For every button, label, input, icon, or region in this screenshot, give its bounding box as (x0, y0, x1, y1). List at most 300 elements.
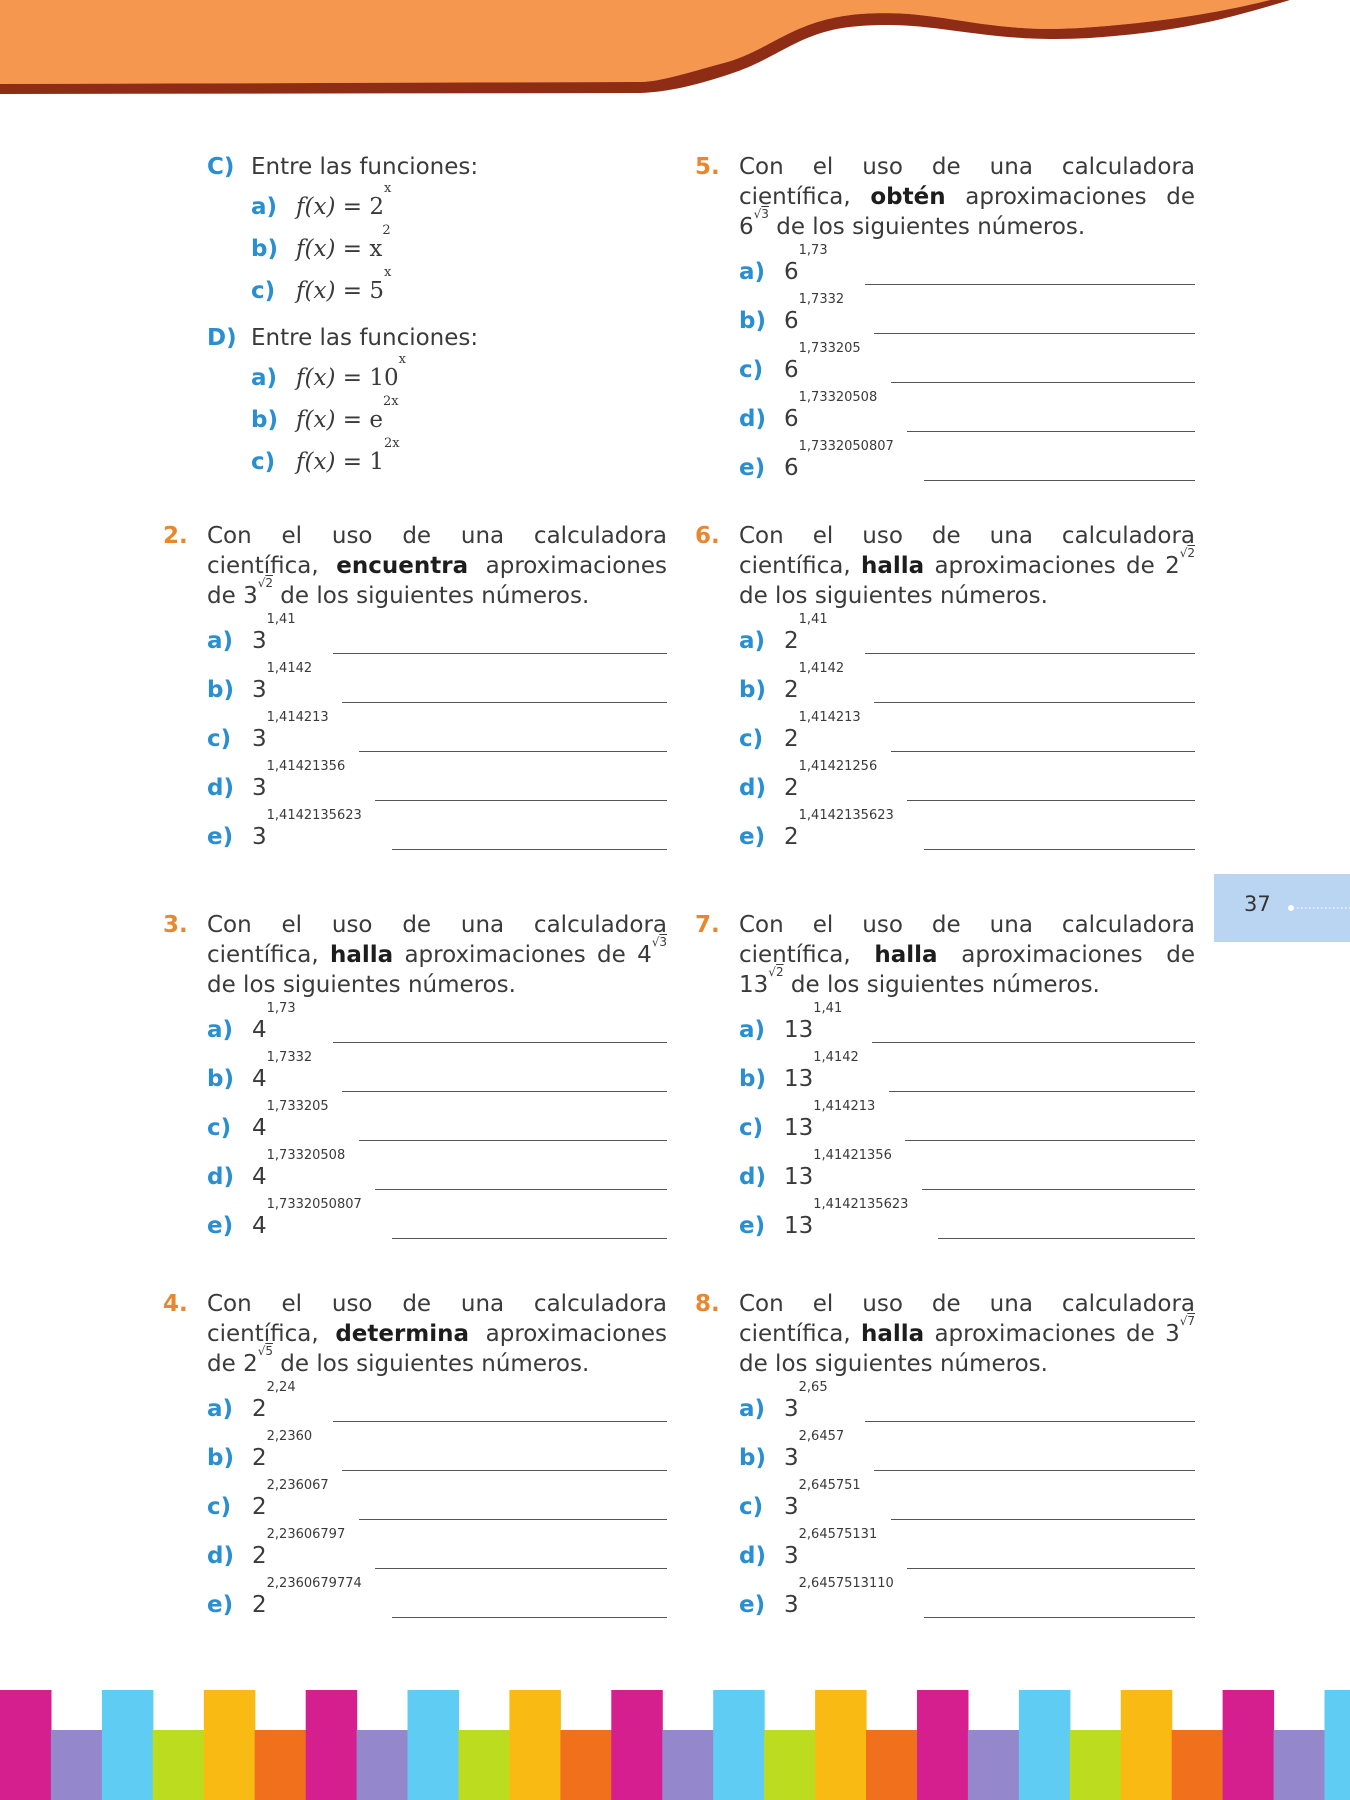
item-label: a) (207, 1396, 234, 1422)
section-c (207, 152, 667, 312)
power-base: 6 (784, 455, 799, 481)
item-label: e) (739, 455, 766, 481)
answer-list (739, 612, 1195, 862)
answer-item (207, 1050, 667, 1104)
answer-item (739, 710, 1195, 764)
radical-exponent (652, 935, 667, 949)
answer-item (207, 1380, 667, 1434)
power-base: 2 (784, 628, 799, 654)
sqrt-icon: √ (768, 965, 776, 979)
answer-item (207, 710, 667, 764)
item-label: d) (207, 1543, 234, 1569)
question-keyword: determina (335, 1321, 470, 1347)
item-label: b) (207, 677, 234, 703)
color-bar (255, 1730, 307, 1800)
power-exponent: 2,645751 (798, 1478, 861, 1493)
item-label: b) (739, 308, 766, 334)
color-bar (713, 1690, 765, 1800)
answer-blank-line[interactable] (865, 1421, 1195, 1422)
sqrt-icon: √ (1179, 1314, 1188, 1328)
power-expression (252, 759, 346, 813)
question-pre: Con el uso de una calculadora científica, (207, 523, 667, 579)
question-post: de los siguientes números. (207, 972, 516, 998)
power-expression (784, 1099, 876, 1153)
power-base: 3 (252, 677, 267, 703)
item-label: d) (207, 1164, 234, 1190)
power-exponent: 1,414213 (813, 1099, 876, 1114)
function-base: 1 (369, 449, 384, 475)
question-keyword: halla (860, 553, 925, 579)
power-base: 13 (784, 1115, 814, 1141)
power-exponent: 1,73320508 (266, 1148, 346, 1163)
answer-blank-line[interactable] (392, 1238, 667, 1239)
power-expression (784, 1001, 843, 1055)
question-mid: aproximaciones de (207, 1321, 667, 1377)
power-exponent: 1,7332 (266, 1050, 313, 1065)
function-lhs: f(x) = (296, 278, 370, 304)
power-base: 13 (784, 1164, 814, 1190)
question-keyword: halla (329, 942, 394, 968)
power-base: 6 (784, 308, 799, 334)
question-text (695, 152, 1195, 242)
power-base: 2 (784, 775, 799, 801)
power-exponent: 1,733205 (798, 341, 861, 356)
radical-exponent (768, 965, 783, 979)
item-label: a) (739, 259, 766, 285)
answer-item (739, 1099, 1195, 1153)
answer-blank-line[interactable] (333, 1421, 667, 1422)
answer-list (739, 1001, 1195, 1251)
function-lhs: f(x) = (296, 194, 370, 220)
function-item (251, 265, 667, 312)
power-exponent: 1,4142 (266, 661, 313, 676)
color-bar (866, 1730, 918, 1800)
power-base: 6 (784, 406, 799, 432)
power-exponent: 1,41421356 (266, 759, 346, 774)
power-expression (784, 661, 845, 715)
function-expression (296, 223, 391, 270)
item-label: c) (207, 1115, 232, 1141)
power-expression (784, 612, 828, 666)
question-pre: Con el uso de una calculadora científica, (207, 912, 667, 968)
item-label: c) (739, 1115, 764, 1141)
answer-blank-line[interactable] (359, 1519, 667, 1520)
page-number-tab (1214, 874, 1350, 942)
power-base: 3 (784, 1592, 799, 1618)
answer-item (739, 390, 1195, 444)
power-expression (252, 1148, 346, 1202)
item-label: a) (251, 194, 278, 220)
answer-item (739, 1197, 1195, 1251)
answer-blank-line[interactable] (392, 849, 667, 850)
power-base: 2 (243, 1351, 258, 1377)
color-bar (968, 1730, 1020, 1800)
answer-blank-line[interactable] (874, 333, 1195, 334)
power-expression (784, 1429, 845, 1483)
answer-blank-line[interactable] (865, 284, 1195, 285)
power-exponent: 1,4142135623 (798, 808, 894, 823)
power-exponent: 2,24 (266, 1380, 296, 1395)
answer-item (207, 1429, 667, 1483)
power-expression (784, 808, 894, 862)
function-expression (296, 265, 392, 312)
answer-item (207, 1001, 667, 1055)
question-text (695, 1289, 1195, 1379)
function-expression (296, 394, 399, 441)
item-label: c) (207, 726, 232, 752)
item-label: c) (251, 449, 276, 475)
function-exponent: 2 (382, 223, 391, 238)
color-bar (764, 1730, 816, 1800)
power-base: 4 (252, 1066, 267, 1092)
power-exponent: 1,733205 (266, 1099, 329, 1114)
answer-blank-line[interactable] (889, 1091, 1195, 1092)
function-expression (296, 181, 392, 228)
power-base: 6 (784, 357, 799, 383)
question-post: de los siguientes números. (273, 583, 590, 609)
item-label: b) (739, 1066, 766, 1092)
answer-blank-line[interactable] (342, 1470, 667, 1471)
power-base: 2 (784, 824, 799, 850)
answer-blank-line[interactable] (924, 849, 1195, 850)
power-base: 3 (252, 628, 267, 654)
color-bar (1070, 1730, 1122, 1800)
power-exponent: 1,4142 (813, 1050, 859, 1065)
question-mid: aproximaciones de (924, 1321, 1166, 1347)
answer-blank-line[interactable] (924, 1617, 1195, 1618)
answer-item (739, 1429, 1195, 1483)
question-mid: aproximaciones de (937, 942, 1195, 968)
dotted-leader-icon (1288, 905, 1350, 911)
power-base: 13 (784, 1066, 814, 1092)
power-base: 13 (784, 1017, 814, 1043)
color-bar (51, 1730, 103, 1800)
item-label: d) (739, 406, 766, 432)
item-label: a) (739, 1017, 766, 1043)
sqrt-icon: √ (257, 1344, 266, 1358)
color-bar (815, 1690, 867, 1800)
answer-blank-line[interactable] (874, 1470, 1195, 1471)
question-keyword: obtén (870, 184, 946, 210)
power-base: 2 (784, 726, 799, 752)
item-label: b) (207, 1066, 234, 1092)
section-d (207, 323, 667, 483)
question-post: de los siguientes números. (739, 583, 1048, 609)
answer-blank-line[interactable] (907, 800, 1195, 801)
answer-blank-line[interactable] (872, 1042, 1195, 1043)
answer-item (739, 1576, 1195, 1630)
radicand: 3 (761, 207, 769, 221)
question-post: de los siguientes números. (739, 1351, 1048, 1377)
power-expression (784, 759, 878, 813)
question-4 (163, 1289, 667, 1630)
answer-item (207, 1099, 667, 1153)
power-exponent: 2,6457513110 (798, 1576, 894, 1591)
power-base: 13 (784, 1213, 814, 1239)
color-bar (1172, 1730, 1224, 1800)
answer-item (739, 341, 1195, 395)
color-bar (1019, 1690, 1071, 1800)
power-exponent: 1,73 (266, 1001, 296, 1016)
answer-blank-line[interactable] (333, 653, 667, 654)
function-item (251, 223, 667, 270)
answer-item (739, 1380, 1195, 1434)
section-d-text: Entre las funciones: (251, 325, 479, 351)
answer-blank-line[interactable] (924, 480, 1195, 481)
function-base: x (369, 236, 383, 262)
power-expression (784, 439, 894, 493)
question-8 (695, 1289, 1195, 1630)
answer-blank-line[interactable] (865, 653, 1195, 654)
power-expression (784, 243, 828, 297)
item-label: d) (739, 1543, 766, 1569)
top-banner (0, 0, 1350, 100)
radicand: 5 (265, 1344, 273, 1358)
item-label: b) (739, 1445, 766, 1471)
answer-blank-line[interactable] (375, 800, 667, 801)
item-label: a) (251, 365, 278, 391)
function-lhs: f(x) = (296, 365, 370, 391)
question-keyword: halla (874, 942, 938, 968)
power-base: 3 (243, 583, 258, 609)
answer-blank-line[interactable] (891, 751, 1195, 752)
power-base: 2 (252, 1543, 267, 1569)
answer-item (739, 1001, 1195, 1055)
answer-item (739, 661, 1195, 715)
answer-blank-line[interactable] (392, 1617, 667, 1618)
color-bar (357, 1730, 409, 1800)
radicand: 7 (1187, 1314, 1195, 1328)
power-exponent: 1,41 (798, 612, 828, 627)
answer-blank-line[interactable] (359, 1140, 667, 1141)
answer-blank-line[interactable] (907, 1568, 1195, 1569)
item-label: e) (739, 1213, 766, 1239)
question-6 (695, 521, 1195, 862)
power-exponent: 1,7332050807 (266, 1197, 362, 1212)
radicand: 2 (265, 576, 273, 590)
power-base: 4 (252, 1213, 267, 1239)
answer-blank-line[interactable] (342, 1091, 667, 1092)
function-item (251, 436, 667, 483)
function-base: 5 (369, 278, 384, 304)
question-number: 4. (163, 1291, 188, 1317)
item-label: d) (739, 775, 766, 801)
question-post: de los siguientes números. (273, 1351, 590, 1377)
decorative-color-bars (0, 1690, 1350, 1800)
item-label: e) (739, 1592, 766, 1618)
power-base: 2 (252, 1592, 267, 1618)
function-base: e (369, 407, 383, 433)
function-exponent: x (383, 181, 392, 196)
power-base: 2 (252, 1396, 267, 1422)
answer-blank-line[interactable] (922, 1189, 1195, 1190)
question-mid: aproximaciones de (945, 184, 1195, 210)
power-exponent: 1,41421356 (813, 1148, 892, 1163)
sqrt-icon: √ (651, 935, 660, 949)
power-base: 6 (784, 259, 799, 285)
answer-blank-line[interactable] (874, 702, 1195, 703)
power-base: 2 (1165, 553, 1180, 579)
power-expression (784, 1527, 878, 1581)
question-text (163, 521, 667, 611)
power-expression (252, 1099, 329, 1153)
power-exponent: 2,23606797 (266, 1527, 346, 1542)
function-base: 10 (369, 365, 399, 391)
function-lhs: f(x) = (296, 449, 370, 475)
power-expression (784, 1148, 892, 1202)
item-label: a) (207, 628, 234, 654)
section-c-text: Entre las funciones: (251, 154, 479, 180)
answer-blank-line[interactable] (342, 702, 667, 703)
answer-blank-line[interactable] (359, 751, 667, 752)
item-label: e) (739, 824, 766, 850)
section-c-heading (207, 152, 667, 182)
power-exponent: 1,4142135623 (813, 1197, 909, 1212)
answer-list (207, 1001, 667, 1251)
color-bar (306, 1690, 358, 1800)
answer-list (739, 1380, 1195, 1630)
question-text (163, 910, 667, 1000)
question-pre: Con el uso de una calculadora científica, (739, 154, 1195, 210)
answer-blank-line[interactable] (891, 382, 1195, 383)
power-base: 2 (252, 1445, 267, 1471)
power-exponent: 1,73 (798, 243, 828, 258)
power-exponent: 2,64575131 (798, 1527, 878, 1542)
power-expression (252, 1197, 362, 1251)
section-c-label: C) (207, 154, 235, 180)
function-exponent: 2x (382, 394, 399, 409)
radicand: 2 (1187, 546, 1195, 560)
answer-blank-line[interactable] (905, 1140, 1195, 1141)
power-exponent: 2,65 (798, 1380, 828, 1395)
radical-exponent (258, 1344, 273, 1358)
section-d-heading (207, 323, 667, 353)
answer-blank-line[interactable] (891, 1519, 1195, 1520)
question-7 (695, 910, 1195, 1251)
function-exponent: x (398, 352, 406, 367)
answer-item (739, 1148, 1195, 1202)
answer-item (207, 1478, 667, 1532)
power-base: 4 (252, 1017, 267, 1043)
question-text (163, 1289, 667, 1379)
color-bar (153, 1730, 205, 1800)
answer-blank-line[interactable] (907, 431, 1195, 432)
function-lhs: f(x) = (296, 236, 370, 262)
item-label: c) (739, 1494, 764, 1520)
item-label: c) (251, 278, 276, 304)
power-expression (252, 1380, 296, 1434)
radicand: 3 (659, 935, 667, 949)
power-expression (784, 1050, 859, 1104)
question-post: de los siguientes números. (783, 972, 1100, 998)
power-exponent: 1,4142135623 (266, 808, 362, 823)
answer-blank-line[interactable] (375, 1568, 667, 1569)
power-expression (252, 808, 362, 862)
item-label: b) (739, 677, 766, 703)
color-bar (408, 1690, 460, 1800)
power-base: 13 (739, 972, 769, 998)
power-expression (784, 1576, 894, 1630)
item-label: e) (207, 824, 234, 850)
answer-item (739, 759, 1195, 813)
power-base: 3 (252, 726, 267, 752)
power-expression (784, 1380, 828, 1434)
question-keyword: halla (860, 1321, 925, 1347)
question-5 (695, 152, 1195, 493)
function-lhs: f(x) = (296, 407, 370, 433)
question-mid: aproximaciones de (207, 553, 667, 609)
power-expression (252, 612, 296, 666)
answer-item (207, 612, 667, 666)
question-2 (163, 521, 667, 862)
function-item (251, 352, 667, 399)
power-base: 3 (784, 1396, 799, 1422)
answer-blank-line[interactable] (375, 1189, 667, 1190)
color-bar (509, 1690, 561, 1800)
power-base: 4 (252, 1115, 267, 1141)
power-base: 4 (252, 1164, 267, 1190)
color-bar (1223, 1690, 1275, 1800)
power-expression (252, 1527, 346, 1581)
power-base: 3 (784, 1494, 799, 1520)
power-expression (252, 661, 313, 715)
answer-item (207, 1148, 667, 1202)
power-base: 3 (252, 824, 267, 850)
question-3 (163, 910, 667, 1251)
function-expression (296, 436, 400, 483)
power-base: 6 (739, 214, 754, 240)
item-label: b) (207, 1445, 234, 1471)
power-base: 2 (784, 677, 799, 703)
power-base: 3 (784, 1445, 799, 1471)
item-label: e) (207, 1213, 234, 1239)
item-label: a) (739, 1396, 766, 1422)
item-label: d) (739, 1164, 766, 1190)
power-base: 3 (784, 1543, 799, 1569)
color-bar (1325, 1690, 1350, 1800)
question-number: 3. (163, 912, 188, 938)
question-post: de los siguientes números. (768, 214, 1086, 240)
radical-exponent (754, 207, 769, 221)
answer-item (739, 439, 1195, 493)
item-label: a) (207, 1017, 234, 1043)
question-keyword: encuentra (336, 553, 469, 579)
question-number: 5. (695, 154, 720, 180)
power-exponent: 1,41 (266, 612, 296, 627)
item-label: c) (739, 357, 764, 383)
question-pre: Con el uso de una calculadora científica, (739, 912, 1195, 968)
answer-blank-line[interactable] (333, 1042, 667, 1043)
color-bar (1121, 1690, 1173, 1800)
power-expression (784, 390, 878, 444)
power-expression (252, 1050, 313, 1104)
power-exponent: 2,236067 (266, 1478, 329, 1493)
question-mid: aproximaciones de (393, 942, 638, 968)
sqrt-icon: √ (1179, 546, 1188, 560)
power-expression (252, 1478, 329, 1532)
color-bar (1274, 1730, 1326, 1800)
power-expression (252, 1001, 296, 1055)
answer-blank-line[interactable] (938, 1238, 1195, 1239)
answer-item (739, 1050, 1195, 1104)
item-label: b) (251, 407, 278, 433)
question-number: 8. (695, 1291, 720, 1317)
answer-item (207, 1527, 667, 1581)
question-pre: Con el uso de una calculadora científica, (739, 1291, 1195, 1347)
power-exponent: 2,2360679774 (266, 1576, 362, 1591)
item-label: c) (739, 726, 764, 752)
item-label: e) (207, 1592, 234, 1618)
